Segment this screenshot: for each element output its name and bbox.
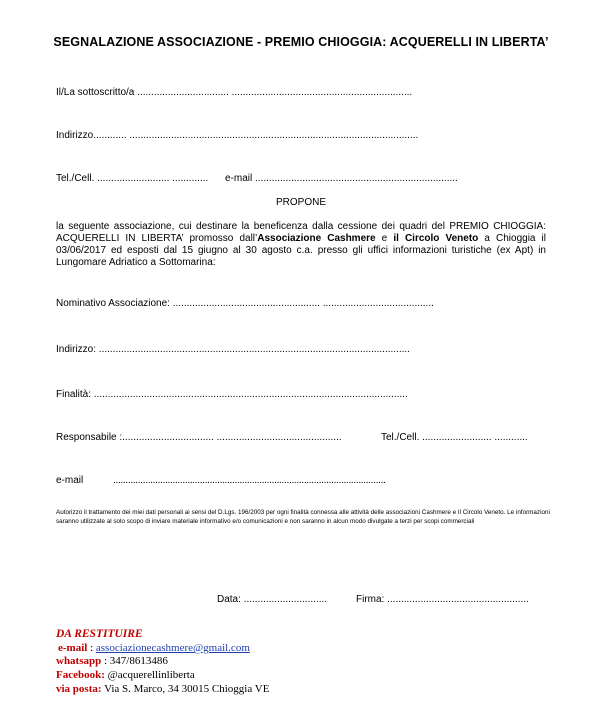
- restituire-heading: DA RESTITUIRE: [56, 628, 143, 640]
- proposal-paragraph: la seguente associazione, cui destinare la beneficenza dalla cessione dei quadri del PREMIO CHIOGGIA: ACQUERELLI IN LIBERTA’ promosso dall’Associazione Cashmere e il Circolo Veneto a Chioggia il 03/06/2017 ed esposti dal 15 giugno al 30 agosto c.a. presso gli uffici informazioni turistiche (ex Apt) in Lungomare Adriatico a Sottomarina:: [56, 221, 546, 268]
- contact-facebook-line: Facebook: @acquerellinliberta: [56, 669, 195, 681]
- telcell-responsabile-field[interactable]: Tel./Cell. ......................... ............: [381, 432, 528, 443]
- document-title: SEGNALAZIONE ASSOCIAZIONE - PREMIO CHIOGGIA: ACQUERELLI IN LIBERTA’: [53, 35, 549, 49]
- sottoscritto-field[interactable]: Il/La sottoscritto/a ................................. .................................................................: [56, 87, 413, 98]
- contact-email-link[interactable]: associazionecashmere@gmail.com: [95, 642, 250, 654]
- finalita-field[interactable]: Finalità: .................................................................................................................: [56, 389, 408, 400]
- contact-whatsapp-line: whatsapp : 347/8613486: [56, 655, 168, 667]
- indirizzo-associazione-field[interactable]: Indirizzo: ................................................................................................................: [56, 344, 410, 355]
- nominativo-field[interactable]: Nominativo Associazione: ..................................................... ........................................: [56, 298, 434, 309]
- propone-heading: PROPONE: [275, 197, 326, 208]
- email-associazione-field[interactable]: ..............................................................................................................: [113, 475, 386, 486]
- responsabile-field[interactable]: Responsabile :................................. .............................................: [56, 432, 342, 443]
- email-field[interactable]: e-mail .........................................................................: [225, 173, 458, 184]
- indirizzo-field[interactable]: Indirizzo............ ........................................................................................................: [56, 130, 419, 141]
- contact-email-line: e-mail : associazionecashmere@gmail.com: [58, 642, 250, 654]
- contact-posta-line: via posta: Via S. Marco, 34 30015 Chioggia VE: [56, 683, 270, 695]
- privacy-notice: Autorizzo il trattamento dei miei dati personali ai sensi del D.Lgs. 196/2003 per ogni finalità connessa alle attività delle associazioni Cashmere e Il Circolo Veneto. Le informazioni saranno utilizzate al solo scopo di inviare materiale informativo e/o comunicazioni e non saranno in alcun modo divulgate a terzi per scopi commerciali: [56, 509, 550, 525]
- email-label: e-mail: [56, 475, 84, 486]
- telcell-field[interactable]: Tel./Cell. .......................... .............: [56, 173, 209, 184]
- firma-field[interactable]: Firma: ...................................................: [356, 594, 529, 605]
- data-field[interactable]: Data: ..............................: [217, 594, 328, 605]
